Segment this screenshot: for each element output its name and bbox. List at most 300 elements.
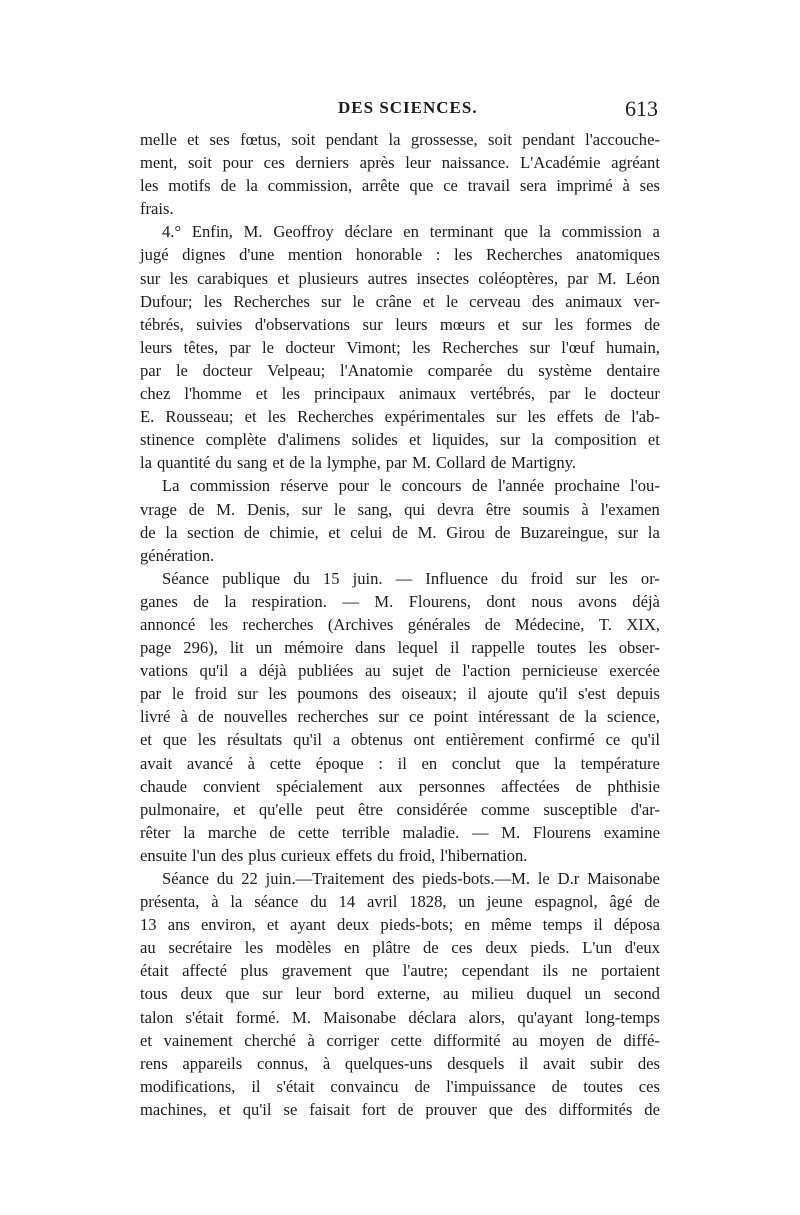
word: un [458,892,475,912]
text-line [140,1075,660,1098]
word: — [342,591,359,611]
word: duquel [526,984,572,1004]
word: naissance. [441,153,510,173]
word: Collard [435,453,486,473]
word: Girou [446,522,485,542]
word: plusieurs [298,268,359,288]
word: les [412,337,431,357]
word: Médecine, [514,614,585,634]
word: par [567,268,589,288]
word: le [171,684,184,704]
word: après [359,153,395,173]
word: M. [216,499,236,519]
word: au [364,661,381,681]
word: Geoffroy [273,222,334,242]
word: les [244,938,264,958]
word: livré [140,707,171,727]
word: par [549,384,571,404]
word: la [538,222,551,242]
word: connus, [256,1053,309,1073]
word: l'homme [184,384,242,404]
word: vrage [140,499,177,519]
word: cette [390,1030,422,1050]
word: avancé [186,753,233,773]
word: de [551,1076,568,1096]
word: dans [355,638,386,658]
word: présenta, [140,892,200,912]
word: Recherches [486,245,563,265]
word: anatomiques [576,245,660,265]
word: froid [530,568,563,588]
word: un [584,984,602,1004]
word: température [580,753,660,773]
word: le [262,337,274,357]
word: modifications, [140,1076,236,1096]
word: long-temps [585,1007,660,1027]
word: devra [437,499,474,519]
word: carabiques [197,268,269,288]
word: vertébrés, [470,384,536,404]
word: docteur [285,337,336,357]
word: de [188,499,205,519]
word: suivies [196,314,243,334]
word: Denis, [246,499,290,519]
word: oiseaux; [401,684,457,704]
text-line [140,659,660,682]
word: point [433,707,468,727]
word: l'ou- [630,476,660,496]
word: la [245,176,258,196]
word: de [644,314,660,334]
text-line [140,474,660,497]
text-line [140,521,660,544]
word: de [269,822,286,842]
page-number: 613 [625,96,658,121]
word: deux [337,915,370,935]
word: vations [140,661,188,681]
text-line [140,1029,660,1052]
word: du [506,360,524,380]
word: nouvelles [223,707,288,727]
word: diffé- [623,1030,660,1050]
text-line [140,382,660,405]
word: derniers [295,153,349,173]
word: qui [404,499,426,519]
word: soit [187,153,212,173]
word: ment, [140,153,178,173]
word: de [596,1030,612,1050]
word: la [224,591,237,611]
word: difformité [433,1030,501,1050]
word: conclut [451,753,501,773]
word: générales [407,614,471,634]
word: l'hibernation. [440,845,528,865]
word: machines, [140,1099,207,1119]
word: à [307,1030,315,1050]
running-head: DES SCIENCES. [338,98,478,117]
page-header [140,96,658,126]
word: dignes [182,245,226,265]
word: Recherches [233,291,310,311]
word: du [501,568,518,588]
word: composition [554,430,637,450]
word: l'année [497,476,545,496]
word: M. [417,522,437,542]
text-line [140,174,660,197]
word: effets [335,845,373,865]
word: rêter [140,822,171,842]
word: spécialement [276,776,363,796]
word: les [454,245,473,265]
word: sur [576,568,597,588]
word: M. [243,222,263,242]
word: convient [203,776,261,796]
word: d'observations [254,314,350,334]
word: l'action [462,661,511,681]
word: rappelle [471,638,525,658]
word: alors, [468,1007,506,1027]
word: obser- [618,638,660,658]
word: sur [617,522,639,542]
text-line [140,336,660,359]
word: de [220,176,237,196]
text-line [140,1098,660,1121]
word: s'était [185,1007,224,1027]
body-text [140,128,660,1121]
text-line [140,798,660,821]
word: or- [640,568,660,588]
word: sur [496,407,517,427]
word: Maisonabe [323,1007,397,1027]
word: Dufour; [140,291,193,311]
word: : [435,245,441,265]
word: pour [222,153,254,173]
word: des [524,1099,547,1119]
word: sur [321,291,342,311]
text-line [140,290,660,313]
word: second [613,984,660,1004]
word: ses [639,176,660,196]
word: un [255,638,273,658]
word: de [604,407,621,427]
word: l'autre; [402,961,449,981]
word: principaux [314,384,386,404]
text-line [140,959,660,982]
text-line [140,359,660,382]
word: les [197,730,217,750]
word: avait [140,753,173,773]
word: agréant [611,153,660,173]
word: L'Académie [520,153,601,173]
word: il [397,753,407,773]
word: qu'ayant [517,1007,573,1027]
word: du [310,892,327,912]
word: leurs [395,314,428,334]
word: l'Anatomie [339,360,413,380]
word: ces [451,938,473,958]
text-line [140,544,660,567]
word: lit [229,638,244,658]
word: solides [351,430,398,450]
word: déjà [632,591,660,611]
word: sur [500,430,521,450]
word: déclare [344,222,393,242]
word: était [140,961,169,981]
word: secrétaire [168,938,232,958]
text-line [140,636,660,659]
word: desquels [447,1053,505,1073]
word: mémoire [284,638,344,658]
word: pernicieuse [522,661,598,681]
word: corriger [326,1030,379,1050]
word: ayant [289,915,326,935]
word: 15 [322,568,340,588]
word: d'alimens [277,430,341,450]
word: 13 [140,915,157,935]
word: et [647,430,660,450]
word: annoncé [140,614,196,634]
word: de [575,776,592,796]
word: la [388,130,401,149]
word: 4.° [162,222,182,242]
word: sera [519,176,547,196]
word: page [140,638,172,658]
word: à [622,176,630,196]
word: têtes, [183,337,219,357]
word: dont [486,591,516,611]
word: dentaire [606,360,660,380]
word: sur [262,984,283,1004]
word: ajoute [487,684,529,704]
word: Flourens, [408,591,471,611]
word: commission [189,476,271,496]
word: phthisie [607,776,660,796]
word: honorable [355,245,423,265]
word: par [140,684,162,704]
word: fœtus, [240,130,282,149]
word: frais. [140,199,174,219]
word: ils [542,961,559,981]
word: pieds-bots; [380,915,454,935]
word: (Archives [327,614,394,634]
word: Séance [162,869,209,888]
word: cette [297,822,330,842]
word: de [397,1099,414,1119]
word: prouver [425,1099,477,1119]
word: cette [269,753,302,773]
word: aux [378,776,403,796]
word: il [519,1053,529,1073]
word: pieds. [530,938,570,958]
word: rens [140,1053,168,1073]
word: plus [248,845,276,865]
word: effets [556,407,594,427]
word: d'une [239,245,275,265]
word: expérimentales [384,407,486,427]
word: de [559,707,575,727]
word: intéressant [478,707,549,727]
word: ses [209,130,230,149]
word: le [175,360,188,380]
word: il [467,684,477,704]
word: science, [606,707,660,727]
word: au [512,1030,528,1050]
word: s'est [578,684,606,704]
word: animaux [399,384,457,404]
word: leurs [140,337,173,357]
word: qu'il [199,661,229,681]
word: Léon [625,268,660,288]
word: système [538,360,592,380]
word: du [216,869,234,888]
word: XIX, [626,614,660,634]
word: et [328,522,341,542]
word: à [180,707,188,727]
word: tous [140,984,168,1004]
word: leur [295,984,322,1004]
word: soumis [522,499,570,519]
word: leur [405,153,432,173]
word: s'était [276,1076,315,1096]
word: soit [291,130,316,149]
word: subir [589,1053,624,1073]
word: affectées [501,776,560,796]
word: de [471,476,488,496]
word: la [554,753,566,773]
word: deux [180,984,213,1004]
text-line [140,451,660,474]
word: maladie. [402,822,460,842]
word: les [140,176,159,196]
word: formes [585,314,632,334]
word: séance [254,892,299,912]
text-line [140,590,660,613]
word: de [644,1099,660,1119]
word: sur [378,707,399,727]
word: terminant [429,222,494,242]
text-line [140,913,660,936]
word: grossesse, [410,130,478,149]
word: Maisonabe [587,869,660,888]
word: et [272,453,285,473]
word: être [358,799,383,819]
word: cerveau [469,291,521,311]
word: La [162,476,180,496]
word: en [343,938,360,958]
word: fort [361,1099,386,1119]
word: mœurs [439,314,486,334]
text-line [140,197,660,220]
text-line [140,267,660,290]
word: pendant [325,130,379,149]
word: que [515,753,540,773]
text-line [140,821,660,844]
word: de [435,661,451,681]
word: sur [522,314,543,334]
word: 14 [338,892,356,912]
word: Buzareingue, [520,522,609,542]
word: cependant [461,961,529,981]
word: de [490,453,507,473]
word: la [183,822,196,842]
word: pulmonaire, [140,799,220,819]
word: de [392,522,408,542]
word: animaux [565,291,623,311]
word: avril [366,892,398,912]
word: froid, [398,845,436,865]
word: il [450,638,460,658]
word: la [230,892,243,912]
word: être [485,499,511,519]
word: réserve [280,476,329,496]
word: quelques-uns [344,1053,433,1073]
word: M. [597,268,617,288]
word: ne [571,961,588,981]
word: sang [236,453,268,473]
word: deux [485,938,518,958]
word: d'eux [624,938,660,958]
word: l'impuissance [446,1076,536,1096]
word: a [239,661,248,681]
word: poumons [297,684,359,704]
word: crâne [375,291,412,311]
word: Séance [162,568,209,588]
word: qu'il [242,1099,272,1119]
word: qu'il [538,684,568,704]
word: insectes [416,268,470,288]
word: commission [561,222,642,242]
text-line [140,498,660,521]
word: 296), [183,638,218,658]
word: pour [338,476,369,496]
word: quantité [156,453,211,473]
word: confirmé [534,730,595,750]
word: ans [167,915,190,935]
text-line [140,728,660,751]
word: talon [140,1007,174,1027]
word: et [140,1030,152,1050]
word: 1828, [409,892,447,912]
word: sur [301,499,322,519]
word: cherché [244,1030,296,1050]
word: espagnol, [534,892,598,912]
word: la [584,707,597,727]
word: même [491,915,532,935]
word: de [289,453,305,473]
word: commission, [267,176,353,196]
word: ce [408,707,424,727]
word: environ, [200,915,256,935]
word: et [187,130,200,149]
word: M. [374,591,394,611]
word: tébrés, [140,314,184,334]
word: ont [413,730,435,750]
word: que [488,1099,513,1119]
word: nous [531,591,563,611]
word: que [162,730,187,750]
word: mention [287,245,343,265]
word: sujet [392,661,424,681]
text-line [140,867,660,890]
word: vainement [163,1030,233,1050]
text-line [140,313,660,336]
word: de [422,938,439,958]
word: et [422,291,435,311]
word: plus [240,961,269,981]
word: travail [467,176,511,196]
word: sur [529,337,550,357]
word: temps [542,915,583,935]
